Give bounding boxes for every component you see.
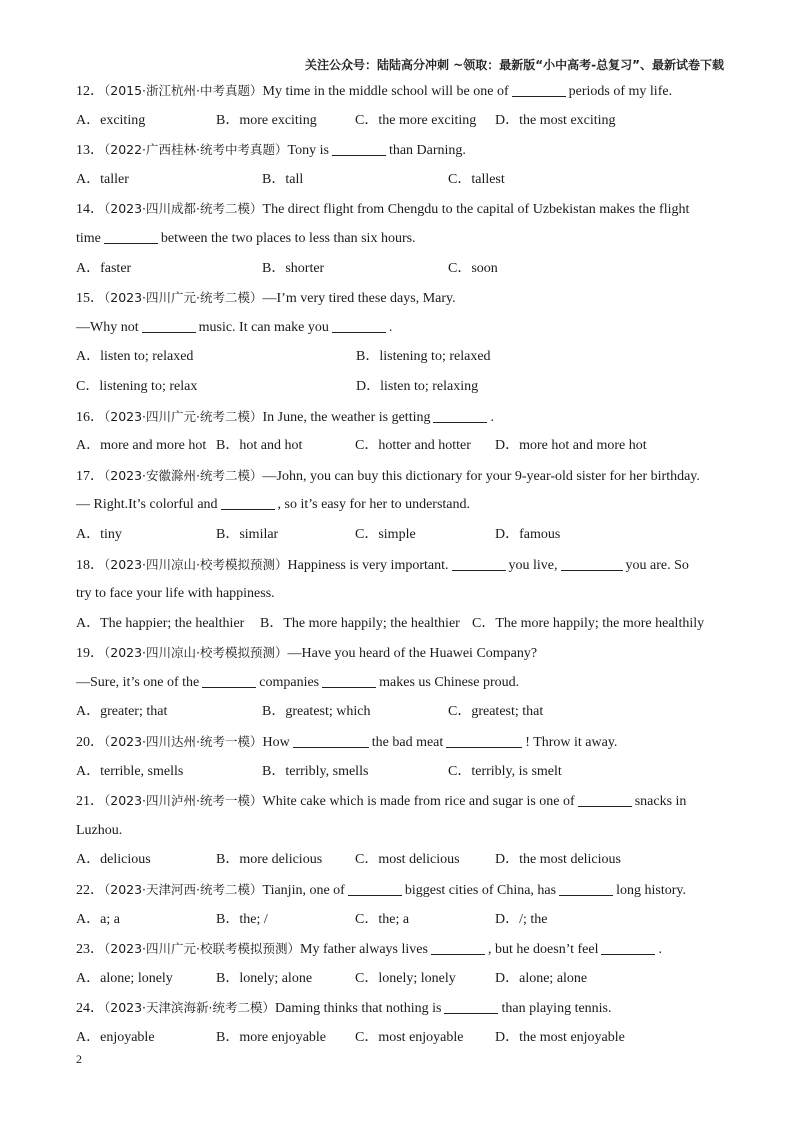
option-c[interactable]: C．hotter and hotter [355, 438, 471, 454]
option-b[interactable]: B．more enjoyable [216, 1030, 327, 1045]
answer-blank [578, 792, 632, 807]
option-a[interactable]: A．enjoyable [76, 1030, 155, 1045]
option-a[interactable]: A．taller [76, 171, 129, 187]
option-b[interactable]: B．tall [262, 171, 304, 187]
answer-blank [559, 881, 613, 896]
options-15-row1 [76, 342, 736, 372]
option-d[interactable]: D．/; the [495, 911, 548, 927]
question-14: 14．（2023·四川成都·统考二模）The direct flight from Chengdu to the capital of Uzbekistan makes the flight [76, 201, 690, 218]
option-b[interactable]: B．greatest; which [262, 704, 371, 720]
answer-blank [446, 733, 522, 748]
answer-blank [202, 673, 256, 688]
option-d[interactable]: D．more hot and more hot [495, 438, 647, 454]
option-a[interactable]: A．terrible, smells [76, 763, 184, 779]
answer-blank [433, 408, 487, 423]
option-a[interactable]: A．delicious [76, 852, 151, 868]
options-23 [76, 964, 736, 994]
question-17: 17．（2023·安徽滁州·统考二模）—John, you can buy this dictionary for your 9-year-old sister for her birthday. [76, 467, 700, 484]
page-header: 关注公众号：陆陆高分冲刺 ~领取：最新版“小中高考-总复习”、最新试卷下载 [305, 58, 724, 72]
options-16 [76, 431, 736, 461]
option-b[interactable]: B．The more happily; the healthier [260, 615, 460, 631]
option-d[interactable]: D．the most exciting [495, 112, 616, 128]
option-d[interactable]: D．the most delicious [495, 852, 621, 868]
options-13 [76, 165, 736, 195]
answer-blank [104, 229, 158, 244]
options-21 [76, 845, 736, 875]
option-a[interactable]: A．a; a [76, 911, 120, 927]
answer-blank [293, 733, 369, 748]
options-24 [76, 1023, 736, 1053]
options-22 [76, 905, 736, 935]
answer-blank [332, 141, 386, 156]
question-15: 15．（2023·四川广元·统考二模）—I’m very tired these days, Mary. [76, 290, 456, 307]
answer-blank [452, 556, 506, 571]
option-b[interactable]: B．similar [216, 526, 279, 542]
option-a[interactable]: A．The happier; the healthier [76, 615, 245, 631]
answer-blank [142, 318, 196, 333]
option-c[interactable]: C．the; a [355, 911, 410, 927]
question-21-cont: Luzhou. [76, 822, 123, 838]
answer-blank [348, 881, 402, 896]
question-15-cont: —Why not music. It can make you . [76, 319, 393, 335]
answer-blank [332, 318, 386, 333]
option-c[interactable]: C．greatest; that [448, 704, 544, 720]
option-c[interactable]: C．tallest [448, 171, 505, 187]
options-18 [76, 609, 736, 639]
option-b[interactable]: B．shorter [262, 260, 325, 276]
answer-blank [431, 940, 485, 955]
option-c[interactable]: C．soon [448, 260, 498, 276]
question-19: 19．（2023·四川凉山·校考模拟预测）—Have you heard of the Huawei Company? [76, 645, 538, 662]
option-b[interactable]: B．listening to; relaxed [356, 349, 491, 365]
options-19 [76, 697, 736, 727]
options-20 [76, 757, 736, 787]
answer-blank [512, 82, 566, 97]
answer-blank [221, 495, 275, 510]
question-23: 23．（2023·四川广元·校联考模拟预测）My father always lives , but he doesn’t feel . [76, 941, 662, 958]
options-15-row2 [76, 372, 736, 402]
question-19-cont: —Sure, it’s one of the companies makes us Chinese proud. [76, 674, 520, 690]
option-d[interactable]: D．alone; alone [495, 970, 588, 986]
options-14 [76, 254, 736, 284]
question-16: 16．（2023·四川广元·统考二模）In June, the weather is getting . [76, 408, 494, 425]
question-12: 12．（2015·浙江杭州·中考真题）My time in the middle school will be one of periods of my life. [76, 83, 673, 99]
option-a[interactable]: A．faster [76, 260, 132, 276]
option-a[interactable]: A．listen to; relaxed [76, 349, 194, 365]
option-d[interactable]: D．listen to; relaxing [356, 378, 479, 394]
option-b[interactable]: B．more delicious [216, 852, 323, 868]
option-c[interactable]: C．most delicious [355, 852, 460, 868]
option-c[interactable]: C．terribly, is smelt [448, 763, 562, 779]
option-c[interactable]: C．The more happily; the more healthily [472, 615, 705, 631]
question-13: 13．（2022·广西桂林·统考中考真题）Tony is than Darning. [76, 142, 466, 159]
question-17-cont: — Right.It’s colorful and , so it’s easy for her to understand. [76, 497, 471, 513]
question-24: 24．（2023·天津滨海新·统考二模）Daming thinks that nothing is than playing tennis. [76, 1000, 612, 1017]
option-b[interactable]: B．hot and hot [216, 438, 303, 454]
option-c[interactable]: C．simple [355, 526, 416, 542]
question-18: 18．（2023·四川凉山·校考模拟预测）Happiness is very important. you live, you are. So [76, 556, 689, 573]
answer-blank [444, 999, 498, 1014]
option-c[interactable]: C．the more exciting [355, 112, 477, 128]
question-20: 20．（2023·四川达州·统考一模）How the bad meat ! Throw it away. [76, 734, 618, 751]
option-d[interactable]: D．the most enjoyable [495, 1030, 625, 1045]
option-a[interactable]: A．tiny [76, 526, 122, 542]
answer-blank [561, 556, 623, 571]
option-c[interactable]: C．most enjoyable [355, 1030, 464, 1045]
option-a[interactable]: A．more and more hot [76, 438, 207, 454]
question-14-cont: time between the two places to less than six hours. [76, 230, 416, 246]
option-b[interactable]: B．more exciting [216, 112, 317, 128]
question-21: 21．（2023·四川泸州·统考一模）White cake which is made from rice and sugar is one of snacks in [76, 793, 687, 810]
option-d[interactable]: D．famous [495, 526, 561, 542]
answer-blank [601, 940, 655, 955]
question-22: 22．（2023·天津河西·统考二模）Tianjin, one of biggest cities of China, has long history. [76, 882, 686, 899]
option-c[interactable]: C．lonely; lonely [355, 970, 456, 986]
options-17 [76, 520, 736, 550]
option-b[interactable]: B．lonely; alone [216, 970, 313, 986]
option-b[interactable]: B．the; / [216, 911, 268, 927]
question-18-cont: try to face your life with happiness. [76, 586, 275, 602]
option-a[interactable]: A．greater; that [76, 704, 168, 720]
question-list [76, 76, 736, 1053]
answer-blank [322, 673, 376, 688]
option-c[interactable]: C．listening to; relax [76, 378, 198, 394]
page-number: 2 [76, 1052, 82, 1066]
option-b[interactable]: B．terribly, smells [262, 763, 369, 779]
option-a[interactable]: A．exciting [76, 112, 146, 128]
options-12 [76, 106, 736, 136]
option-a[interactable]: A．alone; lonely [76, 970, 173, 986]
